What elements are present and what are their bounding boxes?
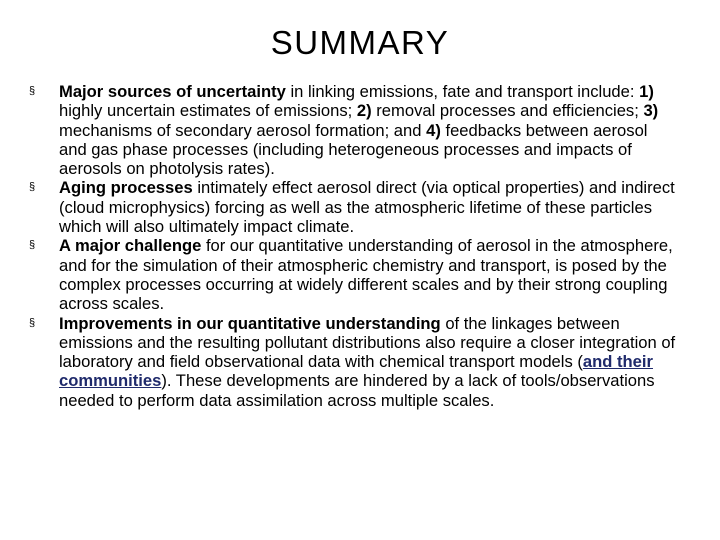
bullet-lead: Aging processes	[59, 178, 193, 198]
bullet-body: removal processes and efficiencies;	[371, 101, 644, 121]
bullet-text	[59, 236, 677, 313]
list-number: 4)	[426, 120, 441, 140]
communities-link[interactable]: and their communities	[59, 352, 653, 391]
slide-title: SUMMARY	[270, 24, 450, 61]
bullet-body: feedbacks between aerosol and gas phase processes (including heterogeneous processes and impacts of aerosols on photolysis rates).	[59, 120, 648, 179]
bullet-lead: Improvements in our quantitative understanding	[59, 313, 441, 333]
bullet-body: in linking emissions, fate and transport include:	[285, 82, 640, 101]
bullet-lead: A major challenge	[59, 236, 202, 256]
bullet-square-icon: §	[29, 85, 36, 97]
list-number: 3)	[643, 101, 659, 121]
list-number: 2)	[356, 101, 372, 121]
bullet-text	[59, 314, 677, 410]
bullet-item-improvements	[29, 314, 677, 410]
bullet-square-icon: §	[29, 239, 36, 252]
bullet-body: ). These developments are hindered by a lack of tools/observations needed to perform data assimilation across multiple scales.	[59, 371, 655, 410]
bullet-item-uncertainty	[29, 82, 677, 178]
bullet-lead: Major sources of uncertainty	[59, 82, 286, 101]
bullet-item-challenge	[29, 236, 677, 313]
bullet-body: of the linkages between emissions and the resulting pollutant distributions also require a closer integration of laboratory and field observational data with chemical transport models (	[59, 313, 676, 372]
summary-bullet-list	[29, 82, 677, 410]
bullet-square-icon: §	[29, 181, 36, 194]
bullet-body: mechanisms of secondary aerosol formation; and	[59, 120, 427, 140]
bullet-body: highly uncertain estimates of emissions;	[59, 101, 357, 121]
bullet-body: intimately effect aerosol direct (via optical properties) and indirect (cloud microphysics) forcing as well as the atmospheric lifetime of these particles which will also ultimately impact climate.	[59, 178, 675, 237]
bullet-text	[59, 82, 677, 178]
bullet-square-icon: §	[29, 316, 36, 329]
bullet-item-aging	[29, 178, 677, 236]
list-number: 1)	[639, 82, 654, 101]
bullet-text	[59, 178, 677, 236]
bullet-body: for our quantitative understanding of aerosol in the atmosphere, and for the simulation of their atmospheric chemistry and transport, is posed by the complex processes occurring at widely different scales and by their strong coupling across scales.	[59, 236, 673, 314]
